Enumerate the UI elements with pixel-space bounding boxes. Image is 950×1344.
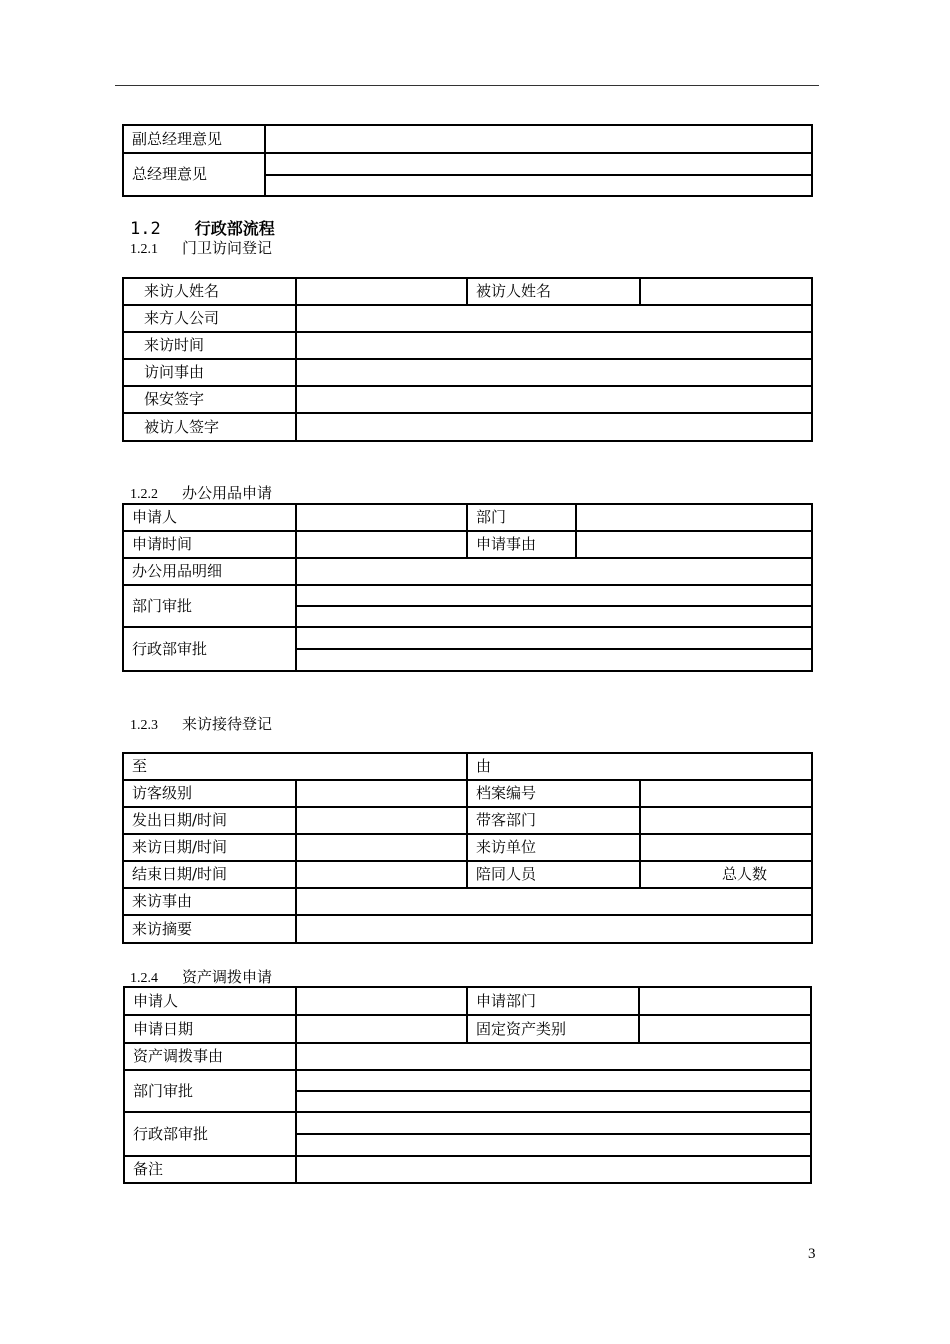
- section-number: 1.2.1: [130, 242, 158, 257]
- accompanying-label: 陪同人员: [467, 861, 640, 888]
- file-no-label: 档案编号: [467, 780, 640, 807]
- apply-dept-field[interactable]: [639, 987, 811, 1015]
- supplies-detail-label: 办公用品明细: [123, 558, 296, 585]
- dept-approval-label: 部门审批: [123, 585, 296, 627]
- section-title: 门卫访问登记: [182, 239, 273, 257]
- department-field[interactable]: [576, 504, 812, 531]
- remarks-field[interactable]: [296, 1156, 811, 1183]
- section-number: 1.2.3: [130, 718, 158, 733]
- deputy-gm-opinion-label: 副总经理意见: [123, 125, 265, 153]
- apply-time-label: 申请时间: [123, 531, 296, 558]
- gate-visit-registration-table: [122, 277, 813, 442]
- asset-category-label: 固定资产类别: [467, 1015, 639, 1043]
- visit-reason-field[interactable]: [296, 359, 812, 386]
- visit-datetime-label: 来访日期/时间: [123, 834, 296, 861]
- applicant-field[interactable]: [296, 987, 467, 1015]
- visit-time-label: 来访时间: [123, 332, 296, 359]
- admin-approval-field-2[interactable]: [296, 1134, 811, 1156]
- office-supplies-request-table: [122, 503, 813, 672]
- visitor-level-label: 访客级别: [123, 780, 296, 807]
- to-label: 至: [123, 753, 467, 780]
- section-title: 行政部流程: [194, 219, 275, 238]
- section-heading-1-2-3: [130, 713, 272, 734]
- section-heading-1-2-4: [130, 966, 272, 987]
- apply-reason-field[interactable]: [576, 531, 812, 558]
- end-datetime-field[interactable]: [296, 861, 467, 888]
- section-heading-1-2: [130, 216, 275, 239]
- dept-approval-label: 部门审批: [124, 1070, 296, 1112]
- section-heading-1-2-2: [130, 482, 272, 503]
- visitor-unit-label: 来访单位: [467, 834, 640, 861]
- visit-summary-label: 来访摘要: [123, 915, 296, 943]
- visitee-name-field[interactable]: [640, 278, 812, 305]
- apply-reason-label: 申请事由: [467, 531, 576, 558]
- dept-approval-field-2[interactable]: [296, 1091, 811, 1112]
- dept-approval-field-2[interactable]: [296, 606, 812, 627]
- section-number: 1.2: [130, 219, 161, 239]
- end-datetime-label: 结束日期/时间: [123, 861, 296, 888]
- dept-approval-field-1[interactable]: [296, 585, 812, 606]
- apply-date-label: 申请日期: [124, 1015, 296, 1043]
- admin-approval-label: 行政部审批: [123, 627, 296, 671]
- applicant-label: 申请人: [123, 504, 296, 531]
- visit-time-field[interactable]: [296, 332, 812, 359]
- transfer-reason-field[interactable]: [296, 1043, 811, 1070]
- gm-opinion-field-2[interactable]: [265, 175, 812, 196]
- apply-time-field[interactable]: [296, 531, 467, 558]
- visitor-unit-field[interactable]: [640, 834, 812, 861]
- host-dept-label: 带客部门: [467, 807, 640, 834]
- admin-approval-field-2[interactable]: [296, 649, 812, 671]
- total-people-label: 总人数: [640, 861, 812, 888]
- gm-opinion-label: 总经理意见: [123, 153, 265, 196]
- visitee-name-label: 被访人姓名: [467, 278, 640, 305]
- applicant-label: 申请人: [124, 987, 296, 1015]
- asset-transfer-request-table: [123, 986, 812, 1184]
- deputy-gm-opinion-field[interactable]: [265, 125, 812, 153]
- security-sign-label: 保安签字: [123, 386, 296, 413]
- asset-category-field[interactable]: [639, 1015, 811, 1043]
- visitee-sign-label: 被访人签字: [123, 413, 296, 441]
- host-dept-field[interactable]: [640, 807, 812, 834]
- visitor-name-field[interactable]: [296, 278, 467, 305]
- visitor-reception-table: [122, 752, 813, 944]
- visit-reason-label: 来访事由: [123, 888, 296, 915]
- transfer-reason-label: 资产调拨事由: [124, 1043, 296, 1070]
- visitor-name-label: 来访人姓名: [123, 278, 296, 305]
- from-label: 由: [467, 753, 812, 780]
- apply-date-field[interactable]: [296, 1015, 467, 1043]
- security-sign-field[interactable]: [296, 386, 812, 413]
- approval-table: [122, 124, 813, 197]
- section-number: 1.2.2: [130, 487, 158, 502]
- page-number: 3: [808, 1246, 816, 1262]
- section-number: 1.2.4: [130, 971, 158, 986]
- admin-approval-field-1[interactable]: [296, 1112, 811, 1134]
- visitor-level-field[interactable]: [296, 780, 467, 807]
- visitor-company-label: 来方人公司: [123, 305, 296, 332]
- file-no-field[interactable]: [640, 780, 812, 807]
- section-heading-1-2-1: [130, 237, 272, 258]
- visit-reason-field[interactable]: [296, 888, 812, 915]
- visit-summary-field[interactable]: [296, 915, 812, 943]
- issue-datetime-field[interactable]: [296, 807, 467, 834]
- visit-reason-label: 访问事由: [123, 359, 296, 386]
- remarks-label: 备注: [124, 1156, 296, 1183]
- dept-approval-field-1[interactable]: [296, 1070, 811, 1091]
- section-title: 办公用品申请: [182, 484, 273, 502]
- supplies-detail-field[interactable]: [296, 558, 812, 585]
- apply-dept-label: 申请部门: [467, 987, 639, 1015]
- visit-datetime-field[interactable]: [296, 834, 467, 861]
- header-rule: [115, 85, 819, 86]
- section-title: 资产调拨申请: [182, 968, 273, 986]
- gm-opinion-field-1[interactable]: [265, 153, 812, 175]
- applicant-field[interactable]: [296, 504, 467, 531]
- visitee-sign-field[interactable]: [296, 413, 812, 441]
- admin-approval-field-1[interactable]: [296, 627, 812, 649]
- issue-datetime-label: 发出日期/时间: [123, 807, 296, 834]
- department-label: 部门: [467, 504, 576, 531]
- visitor-company-field[interactable]: [296, 305, 812, 332]
- section-title: 来访接待登记: [182, 715, 273, 733]
- admin-approval-label: 行政部审批: [124, 1112, 296, 1156]
